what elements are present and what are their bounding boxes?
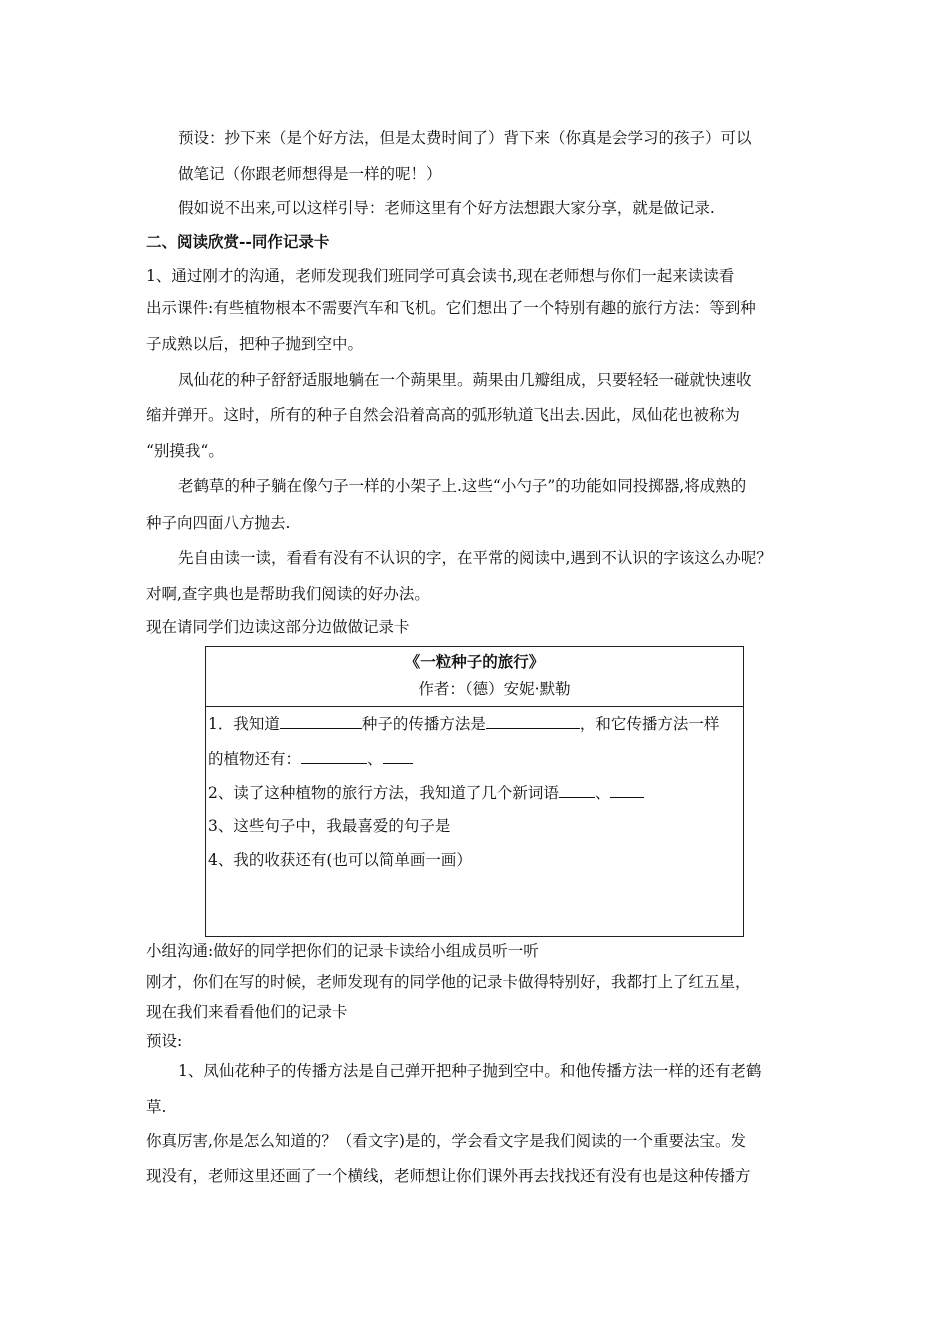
section-heading: 二、阅读欣赏--同作记录卡: [146, 232, 330, 251]
fill-blank[interactable]: [383, 748, 413, 764]
card-question-2: [208, 782, 644, 803]
text-line: “别摸我“。: [146, 442, 224, 460]
card-question-text: 2、读了这种植物的旅行方法，我知道了几个新词语: [208, 784, 559, 802]
text-line: 刚才，你们在写的时候，老师发现有的同学他的记录卡做得特别好，我都打上了红五星，: [146, 973, 751, 991]
card-question-text: 1．我知道: [208, 715, 280, 733]
card-separator: 、: [594, 784, 611, 802]
text-line: 1、通过刚才的沟通，老师发现我们班同学可真会读书,现在老师想与你们一起来读读看: [146, 267, 735, 285]
text-line: 先自由读一读，看看有没有不认识的字，在平常的阅读中,遇到不认识的字该这么办呢？: [178, 549, 772, 567]
text-line: 预设：抄下来（是个好方法，但是太费时间了）背下来（你真是会学习的孩子）可以: [178, 129, 752, 147]
text-line: 种子向四面八方抛去.: [146, 514, 291, 532]
card-question-text: 种子的传播方法是: [361, 715, 486, 733]
card-question-text: 的植物还有：: [208, 750, 302, 768]
record-card-header: [206, 647, 743, 707]
text-line: 出示课件:有些植物根本不需要汽车和飞机。它们想出了一个特别有趣的旅行方法：等到种: [146, 299, 756, 317]
card-question-3: 3、这些句子中，我最喜爱的句子是: [208, 817, 451, 835]
card-separator: 、: [367, 750, 383, 768]
text-line: 你真厉害,你是怎么知道的？（看文字)是的，学会看文字是我们阅读的一个重要法宝。发: [146, 1132, 746, 1150]
text-line: 现在请同学们边读这部分边做做记录卡: [146, 618, 410, 636]
text-line: 缩并弹开。这时，所有的种子自然会沿着高高的弧形轨道飞出去.因此，凤仙花也被称为: [146, 406, 740, 424]
text-line: 子成熟以后，把种子抛到空中。: [146, 335, 364, 353]
fill-blank[interactable]: [610, 782, 644, 798]
card-question-text: ，和它传播方法一样: [579, 715, 720, 733]
text-line: 草.: [146, 1098, 167, 1116]
text-line: 现没有，老师这里还画了一个横线，老师想让你们课外再去找找还有没有也是这种传播方: [146, 1167, 751, 1185]
text-line: 小组沟通:做好的同学把你们的记录卡读给小组成员听一听: [146, 942, 539, 960]
text-line: 凤仙花的种子舒舒适服地躺在一个蒴果里。蒴果由几瓣组成，只要轻轻一碰就快速收: [178, 371, 752, 389]
text-line: 现在我们来看看他们的记录卡: [146, 1003, 348, 1021]
fill-blank[interactable]: [280, 713, 362, 729]
text-line: 预设:: [146, 1032, 183, 1050]
text-line: 假如说不出来,可以这样引导：老师这里有个好方法想跟大家分享，就是做记录.: [178, 199, 715, 217]
fill-blank[interactable]: [486, 713, 580, 729]
record-card: [205, 646, 744, 937]
card-question-4: 4、我的收获还有(也可以简单画一画）: [208, 851, 472, 869]
fill-blank[interactable]: [559, 782, 595, 798]
text-line: 1、凤仙花种子的传播方法是自己弹开把种子抛到空中。和他传播方法一样的还有老鹤: [178, 1062, 762, 1080]
text-line: 老鹤草的种子躺在像勺子一样的小架子上.这些“小勺子”的功能如同投掷器,将成熟的: [178, 477, 747, 495]
record-card-title: 《一粒种子的旅行》: [404, 652, 545, 671]
card-question-1-cont: [208, 748, 413, 769]
text-line: 做笔记（你跟老师想得是一样的呢！）: [178, 165, 442, 183]
card-question-1: [208, 713, 719, 734]
fill-blank[interactable]: [301, 748, 367, 764]
text-line: 对啊,查字典也是帮助我们阅读的好办法。: [146, 585, 430, 603]
record-card-author: 作者：（德）安妮·默勒: [418, 680, 571, 698]
